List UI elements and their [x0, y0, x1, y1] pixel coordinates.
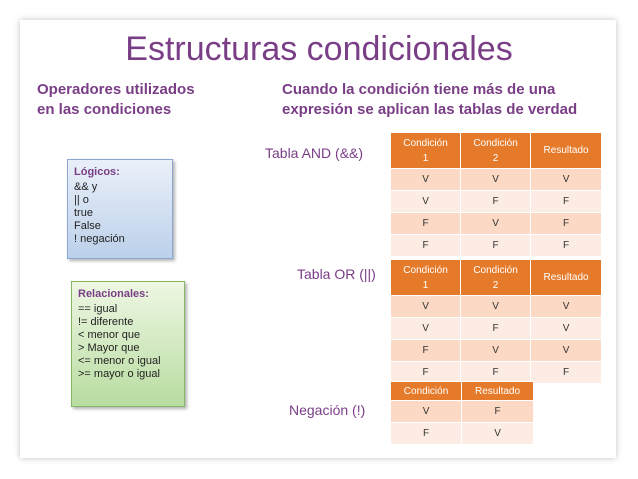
logical-operator-item: False — [74, 220, 101, 232]
table-header-row — [391, 260, 602, 296]
table-header-text: Resultado — [543, 145, 589, 156]
table-cell: F — [531, 235, 602, 257]
table-header-text: Resultado — [475, 385, 521, 397]
relational-operator-item: >= mayor o igual — [78, 368, 160, 380]
table-header-cell — [531, 133, 602, 169]
table-header-text: Resultado — [543, 272, 589, 283]
relational-operator-item: != diferente — [78, 316, 134, 328]
table-cell: F — [531, 191, 602, 213]
table-cell: F — [391, 235, 461, 257]
table-cell: F — [461, 235, 531, 257]
table-cell: V — [391, 401, 462, 423]
table-row — [391, 235, 602, 257]
right-heading-line-1: Cuando la condición tiene más de una — [282, 81, 556, 98]
table-cell: F — [531, 213, 602, 235]
table-row — [391, 401, 534, 423]
table-header-text: 1 — [422, 279, 429, 291]
table-header-text: 1 — [422, 152, 429, 164]
right-heading-line-2: expresión se aplican las tablas de verdad — [282, 101, 578, 118]
table-header-text: Condición — [403, 264, 448, 276]
table-row — [391, 318, 602, 340]
logical-operator-item: || o — [74, 194, 89, 206]
table-cell: V — [461, 169, 531, 191]
relational-operators-header: Relacionales: — [78, 288, 149, 300]
table-cell: V — [461, 213, 531, 235]
table-header-cell — [531, 260, 602, 296]
table-cell: F — [461, 318, 531, 340]
table-cell: V — [531, 318, 602, 340]
table-header-cell — [462, 382, 534, 401]
table-cell: V — [391, 318, 461, 340]
and-truth-table — [390, 132, 602, 257]
table-cell: F — [391, 340, 461, 362]
logical-operators-header: Lógicos: — [74, 166, 120, 178]
table-cell: F — [462, 401, 534, 423]
table-cell: V — [391, 169, 461, 191]
table-header-row — [391, 382, 534, 401]
left-heading — [37, 80, 195, 120]
logical-operator-item: && y — [74, 181, 98, 193]
relational-operator-item: > Mayor que — [78, 342, 140, 354]
table-row — [391, 340, 602, 362]
table-cell: V — [531, 340, 602, 362]
table-header-text: Condición — [403, 137, 448, 149]
not-truth-table — [390, 381, 534, 445]
table-row — [391, 296, 602, 318]
table-cell: V — [461, 296, 531, 318]
table-header-cell — [461, 133, 531, 169]
table-header-cell — [391, 382, 462, 401]
table-row — [391, 169, 602, 191]
table-cell: F — [461, 362, 531, 384]
left-heading-line-1: Operadores utilizados — [37, 81, 195, 98]
not-table-label: Negación (!) — [289, 402, 366, 418]
relational-operators-box — [71, 281, 185, 407]
table-cell: V — [461, 340, 531, 362]
table-cell: V — [531, 296, 602, 318]
table-header-cell — [391, 260, 461, 296]
table-header-cell — [391, 133, 461, 169]
table-cell: V — [391, 296, 461, 318]
or-table-label: Tabla OR (||) — [297, 266, 376, 282]
logical-operator-item: true — [74, 207, 93, 219]
logical-operator-item: ! negación — [74, 233, 125, 245]
table-cell: F — [391, 423, 462, 445]
relational-operator-item: <= menor o igual — [78, 355, 161, 367]
table-header-cell — [461, 260, 531, 296]
table-header-text: 2 — [492, 152, 499, 164]
table-cell: F — [531, 362, 602, 384]
right-heading — [282, 80, 577, 120]
table-header-text: 2 — [492, 279, 499, 291]
table-cell: V — [531, 169, 602, 191]
relational-operator-item: < menor que — [78, 329, 141, 341]
table-cell: F — [391, 362, 461, 384]
table-cell: V — [391, 191, 461, 213]
table-header-text: Condición — [473, 264, 518, 276]
and-table-label: Tabla AND (&&) — [265, 145, 364, 161]
table-row — [391, 423, 534, 445]
relational-operator-item: == igual — [78, 303, 118, 315]
table-header-text: Condición — [403, 385, 449, 397]
logical-operators-box — [67, 159, 173, 259]
table-header-text: Condición — [473, 137, 518, 149]
left-heading-line-2: en las condiciones — [37, 101, 172, 118]
table-header-row — [391, 133, 602, 169]
table-row — [391, 213, 602, 235]
table-row — [391, 191, 602, 213]
table-cell: V — [462, 423, 534, 445]
or-truth-table — [390, 259, 602, 384]
table-cell: F — [461, 191, 531, 213]
slide-title: Estructuras condicionales — [125, 30, 513, 68]
table-cell: F — [391, 213, 461, 235]
